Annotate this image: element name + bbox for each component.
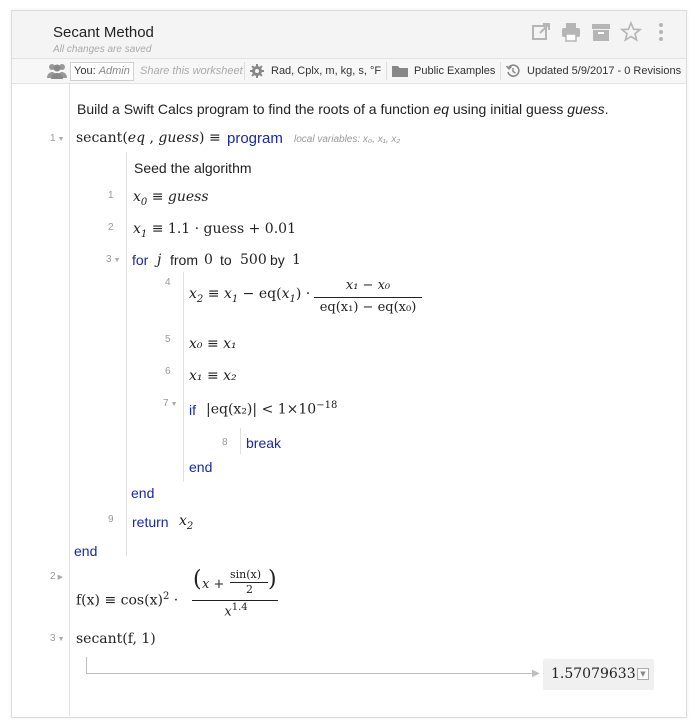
result-arrow-icon: ▶ — [532, 668, 540, 679]
line-number[interactable]: 3 ▼ — [106, 254, 121, 265]
line-number[interactable]: 2 ▶ — [50, 571, 63, 582]
loop-start[interactable]: 0 — [204, 252, 213, 268]
update-fraction[interactable]: x₁ − x₀ eq(x₁) − eq(x₀) — [314, 278, 422, 322]
user-name: Admin — [98, 65, 130, 77]
loop-var[interactable]: j — [157, 252, 162, 268]
line-number[interactable]: 1 — [108, 190, 114, 201]
line-number[interactable]: 2 — [108, 222, 114, 233]
line-number[interactable]: 6 — [165, 366, 171, 377]
you-label: You: — [74, 65, 96, 77]
loop-stop[interactable]: 500 — [240, 252, 267, 268]
for-keyword: for — [132, 252, 149, 268]
if-keyword: if — [189, 402, 196, 418]
line-number[interactable]: 4 — [165, 277, 171, 288]
to-keyword: to — [220, 252, 232, 268]
line-number[interactable]: 8 — [222, 437, 228, 448]
intro-text[interactable]: Build a Swift Calcs program to find the roots of a function eq using initial guess guess. — [77, 101, 609, 117]
line-number[interactable]: 9 — [108, 514, 114, 525]
line-number[interactable]: 3 ▼ — [50, 633, 65, 644]
assign-x1[interactable]: $x_1 \equiv 1.1$ · guess + 0.01 — [133, 221, 296, 240]
program-keyword: program — [227, 130, 283, 147]
loop-step[interactable]: 1 — [292, 252, 301, 268]
result-connector — [86, 657, 87, 674]
line-number[interactable]: 1 ▼ — [50, 133, 65, 144]
return-value[interactable]: $x_2$ — [179, 513, 194, 532]
save-status: All changes are saved — [53, 44, 152, 55]
comment-text[interactable]: Seed the algorithm — [134, 160, 252, 176]
assign-x0[interactable]: $x_0$ ≡ guess — [133, 189, 209, 208]
function-fraction[interactable]: ( x + sin(x) 2 ) $x^{1.4}$ — [193, 567, 277, 620]
assign-x0-x1[interactable]: x₀ ≡ x₁ — [189, 336, 237, 352]
revisions-button[interactable]: Updated 5/9/2017 - 0 Revisions — [527, 65, 682, 77]
worksheet-title[interactable]: Secant Method — [53, 24, 154, 41]
result-dropdown-icon[interactable]: ▼ — [637, 668, 649, 680]
condition-expr[interactable]: $|eq(x_2)| < 1\times 10^{-18}$ — [206, 400, 338, 418]
end-program-keyword: end — [74, 543, 98, 559]
end-if-keyword: end — [189, 459, 213, 475]
result-output[interactable] — [543, 659, 654, 690]
update-x2[interactable]: $x_2 \equiv x_1 - eq(x_1)$ · — [189, 286, 311, 305]
end-for-keyword: end — [131, 485, 155, 501]
assign-x1-x2[interactable]: x₁ ≡ x₂ — [189, 368, 237, 384]
function-definition[interactable]: $f(x) \equiv \cos(x)^2$ · — [76, 591, 179, 609]
program-signature[interactable]: secant(eq , guess) ≡ — [76, 130, 221, 146]
settings-button[interactable]: Rad, Cplx, m, kg, s, °F — [271, 65, 382, 77]
break-keyword[interactable]: break — [246, 435, 282, 451]
public-examples-button[interactable]: Public Examples — [414, 65, 496, 77]
from-keyword: from — [170, 252, 198, 268]
result-value: 1.57079633 — [551, 666, 636, 682]
share-worksheet-link[interactable]: Share this worksheet — [140, 65, 243, 77]
return-keyword[interactable]: return — [132, 514, 169, 530]
by-keyword: by — [270, 252, 285, 268]
line-number[interactable]: 5 — [165, 334, 171, 345]
local-variables: local variables: x₀, x₁, x₂ — [294, 134, 401, 145]
result-connector-line — [86, 673, 536, 674]
line-number[interactable]: 7 ▼ — [163, 398, 178, 409]
secant-call[interactable]: secant(f, 1) — [76, 631, 156, 647]
